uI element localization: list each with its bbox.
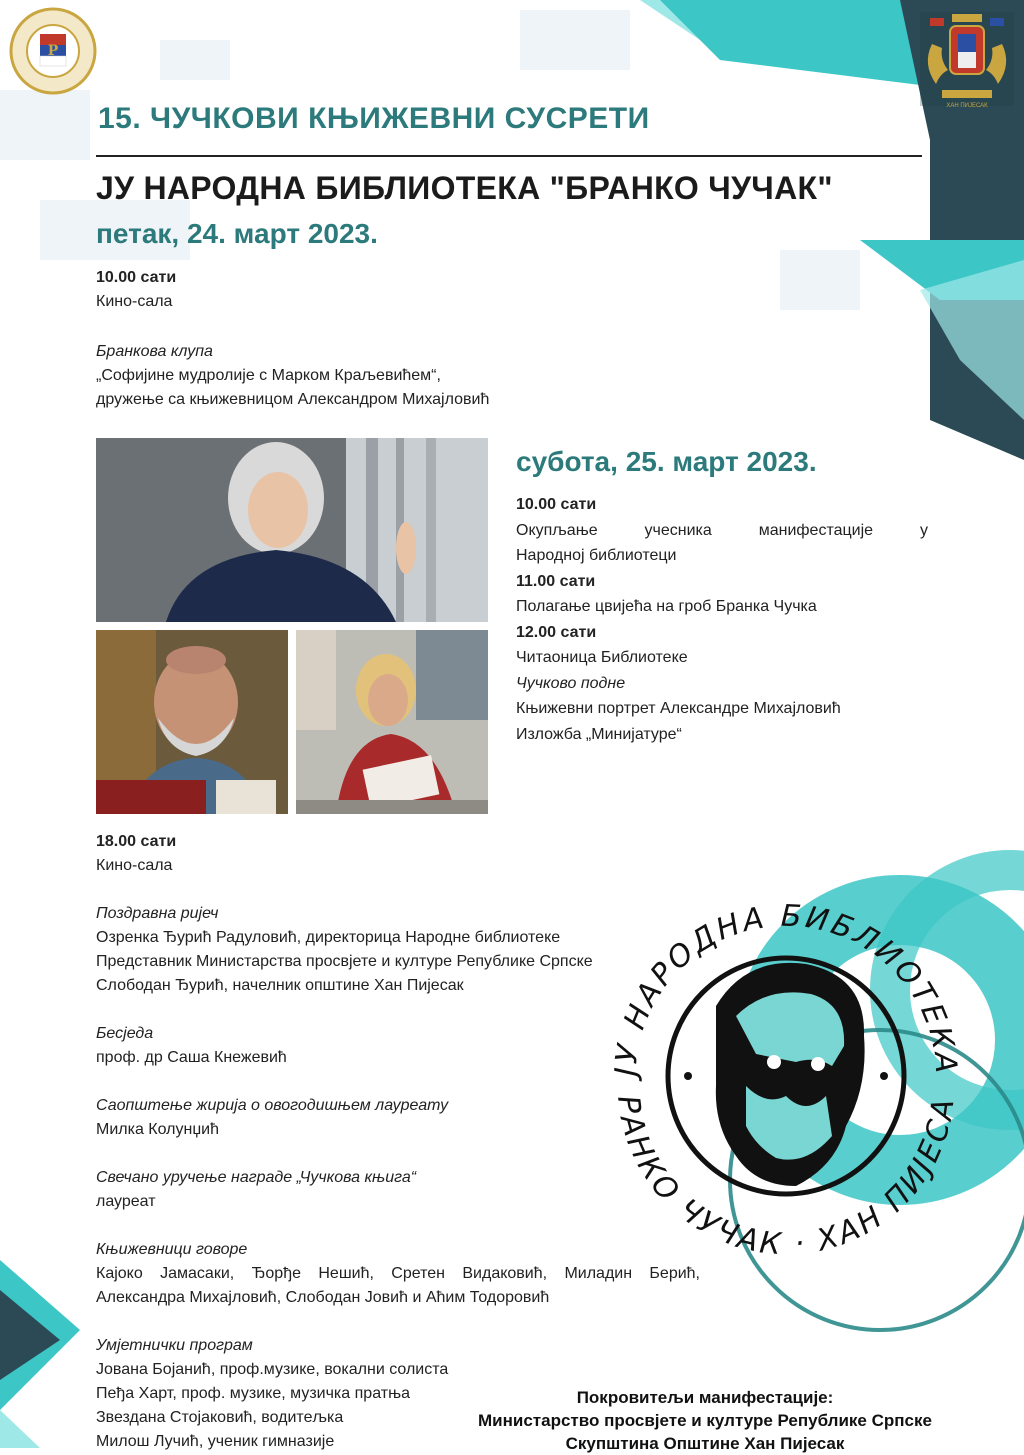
day1-morning-program: Бранкова клупа xyxy=(96,343,213,360)
day2-time-3: 12.00 сати xyxy=(516,623,597,641)
program-item-line: Милка Колунџић xyxy=(96,1121,220,1138)
program-item-title: Свечано уручење награде „Чучкова књига“ xyxy=(96,1169,417,1186)
sponsors-line2: Скупштина Општине Хан Пијесак xyxy=(565,1434,845,1453)
day1-morning xyxy=(96,266,616,412)
day1-evening-time: 18.00 сати xyxy=(96,833,177,850)
program-item-line: Александра Михајловић, Слободан Јовић и Аћим Тодоровић xyxy=(96,1289,550,1306)
day2-text-3: Читаоница Библиотеке xyxy=(516,649,688,666)
day2-date: субота, 25. март 2023. xyxy=(516,446,817,477)
day2-text-1b: Народној библиотеци xyxy=(516,547,677,564)
program-item-line: Кајоко Јамасаки, Ђорђе Нешић, Сретен Видаковић, Миладин Берић, xyxy=(96,1265,700,1282)
day2-line-3b: Изложба „Минијатуре“ xyxy=(516,725,682,743)
day1-morning-time: 10.00 сати xyxy=(96,269,177,286)
program-item-line: Пеђа Харт, проф. музике, музичка пратња xyxy=(96,1385,410,1402)
program-item-line: Звездана Стојаковић, водитељка xyxy=(96,1409,344,1426)
logo-bottom-text: РАНКО ЧУЧАК · ХАН ПИЈЕСА xyxy=(610,1093,962,1263)
day2-text-2: Полагање цвијећа на гроб Бранка Чучка xyxy=(516,598,817,615)
photo-woman-signing-books xyxy=(296,630,488,814)
svg-text:Р: Р xyxy=(47,43,59,59)
program-item-line: Представник Министарства просвјете и културе Републике Српске xyxy=(96,953,593,970)
coat-of-arms-caption: ХАН ПИЈЕСАК xyxy=(946,103,988,109)
day2-text-1a: Окупљање учесника манифестације у xyxy=(516,521,928,539)
day2-schedule xyxy=(516,492,928,747)
day1-evening-place: Кино-сала xyxy=(96,857,173,874)
day2-line-3a: Књижевни портрет Александре Михајловић xyxy=(516,700,841,717)
program-item-line: Јована Бојанић, проф.музике, вокални солиста xyxy=(96,1361,449,1378)
program-item-title: Бесједа xyxy=(96,1025,154,1042)
program-item-title: Књижевници говоре xyxy=(96,1241,248,1258)
han-pijesak-coat-of-arms xyxy=(912,4,1022,114)
organizer-title: ЈУ НАРОДНА БИБЛИОТЕКА "БРАНКО ЧУЧАК" xyxy=(96,170,833,206)
sponsors-heading: Покровитељи манифестације: xyxy=(576,1388,834,1407)
program-item-line: Озренка Ђурић Радуловић, директорица Народне библиотеке xyxy=(96,929,561,946)
day1-morning-line1: „Софијине мудролије с Марком Краљевићем“, xyxy=(96,367,441,384)
day2-time-2: 11.00 сати xyxy=(516,572,596,590)
day1-date: петак, 24. март 2023. xyxy=(96,218,378,249)
day2-time-1: 10.00 сати xyxy=(516,496,597,513)
program-item-title: Умјетнички програм xyxy=(96,1337,253,1354)
program-item-line: Милош Лучић, ученик гимназије xyxy=(96,1433,335,1450)
program-item-title: Поздравна ријеч xyxy=(96,905,219,922)
sponsors-line1: Министарство просвјете и културе Републике Српске xyxy=(478,1411,932,1430)
photo-woman-gray-hair xyxy=(96,438,488,622)
government-seal-emblem xyxy=(8,6,98,96)
photo-bearded-man xyxy=(96,630,288,814)
program-item-title: Саопштење жирија о овогодишњем лауреату xyxy=(96,1097,449,1114)
program-item-line: Слободан Ђурић, начелник општине Хан Пијесак xyxy=(96,977,464,994)
program-item-line: проф. др Саша Кнежевић xyxy=(96,1049,287,1066)
program-item-line: лауреат xyxy=(96,1193,156,1210)
logo-top-text: ЈУ НАРОДНА БИБЛИОТЕКА xyxy=(608,898,964,1078)
day1-morning-place: Кино-сала xyxy=(96,293,173,310)
event-title: 15. ЧУЧКОВИ КЊИЖЕВНИ СУСРЕТИ xyxy=(98,102,650,135)
day2-program-3: Чучково подне xyxy=(516,674,626,692)
day1-morning-line2: дружење са књижевницом Александром Михајловић xyxy=(96,391,490,408)
sponsors-block xyxy=(470,1386,940,1455)
library-logo xyxy=(596,886,976,1266)
